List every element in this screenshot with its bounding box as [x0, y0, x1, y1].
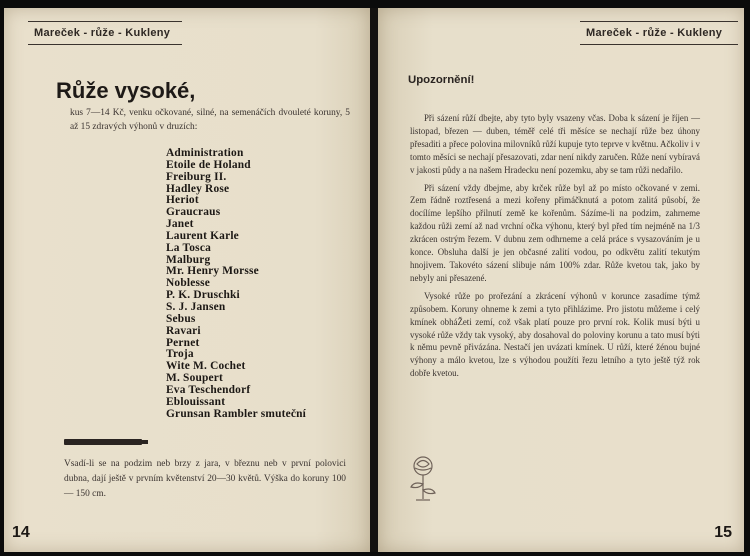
right-page [378, 8, 744, 552]
page-number: 15 [714, 524, 732, 541]
running-header: Mareček - růže - Kukleny [28, 21, 182, 45]
variety-item: Malburg [166, 253, 211, 266]
variety-item: Administration [166, 147, 244, 159]
variety-list [166, 148, 306, 420]
variety-item: S. J. Jansen [166, 300, 226, 313]
page-number: 14 [12, 524, 30, 541]
body-paragraph: Při sázení růží dbejte, aby tyto byly vsazeny včas. Doba k sázení je říjen — listopad, březen — duben, téměř celé tři měsíce se nechají růže bez úhony přesaditi a přece polovina milovníků růží kupuje tyto teprve v květnu. Ačkoliv i v tomto měsíci se nechají přesazovati, zdar není nikdy zaručen. Růže není vybíravá v jakosti půdy a na našem Hradecku není pozemku, aby se tam růži nedařilo. [410, 113, 700, 175]
left-page [4, 8, 370, 552]
variety-item: M. Soupert [166, 372, 224, 385]
variety-item: Grauсraus [166, 206, 221, 219]
warning-body [410, 112, 700, 385]
variety-item: Hadley Rose [166, 182, 230, 195]
rose-emblem-icon [404, 452, 442, 504]
body-paragraph: Vysoké růže po prořezání a zkrácení výhonů v korunce zasadíme týmž způsobem. Koruny ohneme k zemi a tyto přihlázime. Pro jistotu můžeme i celý kmínek obháŽeti zemí, což však platí pouze pro první rok. Kolik musí býti u vysoké růže vždy tak vysoký, aby dosahoval do poloviny korunu a tato musí býti k němu pevně přivázána. Nestačí jen uvázati kmínek. U růží, které žénou bujné výhony a málo kvetou, lze s výhodou použíti řezu letního a tyto ještě týž rok dobře kvetou. [410, 290, 700, 379]
planting-note: Vsadí-li se na podzim neb brzy z jara, v březnu neb v první polovici dubna, dají ještě v prvním květenství 20—30 květů. Výška do koruny 100 — 150 cm. [64, 459, 346, 499]
warning-heading: Upozornění! [408, 74, 475, 86]
variety-item: Sebus [166, 312, 196, 325]
variety-item: Eva Teschendorf [166, 383, 251, 396]
variety-item: Wite M. Cochet [166, 360, 246, 373]
running-header: Mareček - růže - Kukleny [580, 21, 738, 45]
variety-item: Mr. Henry Morsse [166, 265, 259, 278]
variety-item: Freiburg II. [166, 170, 227, 183]
variety-item: Laurent Karle [166, 229, 239, 242]
variety-item: Noblesse [166, 277, 210, 290]
body-paragraph: Při sázení vždy dbejme, aby krček růže byl až po místo očkované v zemi. Zem řádně roztřesená a mezi kořeny přimáčknutá a potom zalitá působí, že docílíme lepšího přilnutí země ke kořenům. Sázíme-li na podzim, zahrneme každou růži zemí až nad vrchní očka výhonu, který byl před tím nejméně na 1/3 zkrácen ostrým řezem. V dubnu zem odhrneme a celá práce s vysazováním je u konce. Obsluha další je jen občasné zalití vodou, po odkvětu zalití tekutým hnojivem. Takovéto sázení slibuje nám 100% zdar. Růže kvetou tak, jako by nebyly ani přesazené. [410, 182, 700, 283]
intro-paragraph: kus 7—14 Kč, venku očkované, silné, na semenáčích dvouleté koruny, 5 až 15 zdravých výhonů v druzích: [70, 108, 350, 132]
variety-item: La Tosca [166, 241, 211, 254]
variety-item: Heriot [166, 194, 199, 207]
variety-item: Etoile de Holand [166, 158, 251, 171]
variety-item: Troja [166, 348, 194, 361]
variety-item: Janet [166, 218, 194, 231]
variety-item: Ravari [166, 324, 201, 337]
section-title: Růže vysoké, [56, 78, 196, 103]
book-gutter [370, 8, 378, 552]
variety-item: Grunsan Rambler smuteční [166, 407, 307, 420]
variety-item: P. K. Druschki [166, 289, 240, 302]
decorative-rule [64, 439, 142, 445]
variety-item: Pernet [166, 336, 200, 349]
variety-item: Eblouissant [166, 395, 226, 408]
